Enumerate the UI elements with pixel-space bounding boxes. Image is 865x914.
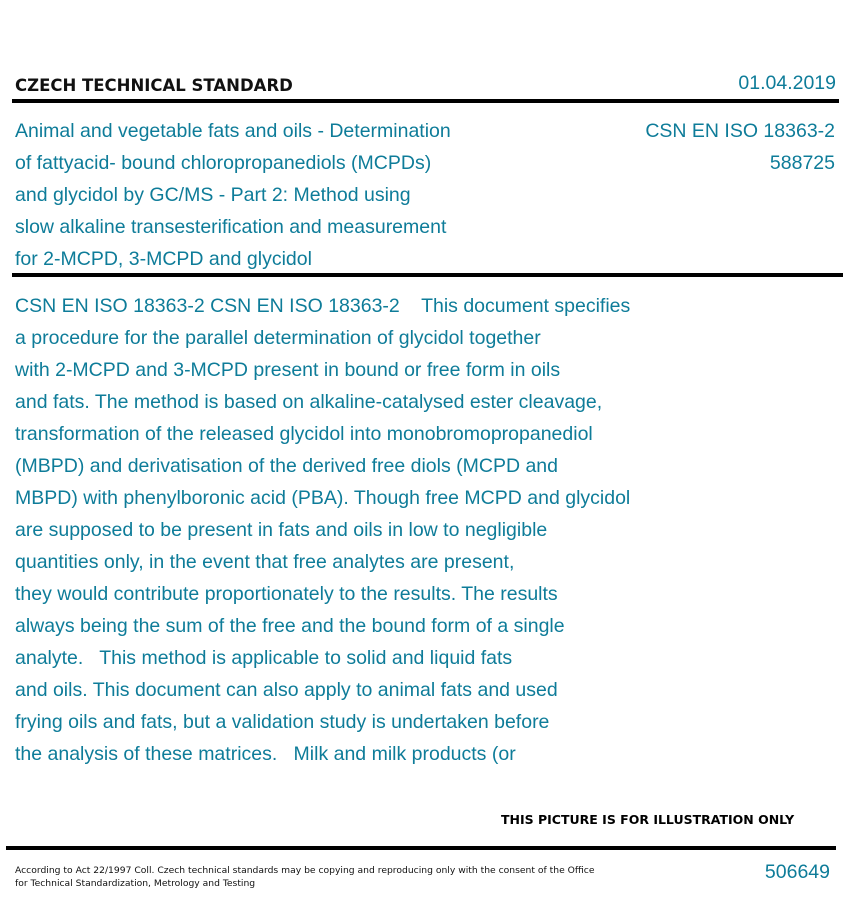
- footer-divider: [6, 846, 836, 850]
- legal-line: for Technical Standardization, Metrology and Testing: [15, 878, 256, 889]
- abstract-text: [15, 290, 715, 770]
- standard-title-line: of fattyacid- bound chloropropanediols (MCPDs): [15, 152, 432, 174]
- abstract-line: they would contribute proportionately to the results. The results: [15, 583, 558, 605]
- standard-title-line: Animal and vegetable fats and oils - Determination: [15, 120, 451, 142]
- abstract-line: with 2-MCPD and 3-MCPD present in bound or free form in oils: [15, 359, 561, 381]
- title-divider: [12, 273, 843, 277]
- abstract-line: quantities only, in the event that free analytes are present,: [15, 551, 515, 573]
- abstract-line: analyte. This method is applicable to solid and liquid fats: [15, 647, 513, 669]
- abstract-line: always being the sum of the free and the bound form of a single: [15, 615, 565, 637]
- standard-title: [15, 115, 535, 275]
- legal-notice: [15, 864, 594, 890]
- publication-date: 01.04.2019: [738, 72, 836, 94]
- abstract-line: CSN EN ISO 18363-2 CSN EN ISO 18363-2 This document specifies: [15, 295, 631, 317]
- abstract-line: are supposed to be present in fats and oils in low to negligible: [15, 519, 548, 541]
- standard-title-line: and glycidol by GC/MS - Part 2: Method using: [15, 184, 411, 206]
- header-divider: [12, 99, 839, 103]
- legal-line: According to Act 22/1997 Coll. Czech technical standards may be copying and reproducing only with the consent of the Office: [15, 865, 595, 876]
- abstract-line: frying oils and fats, but a validation study is undertaken before: [15, 711, 550, 733]
- standard-code: CSN EN ISO 18363-2: [645, 120, 835, 142]
- catalog-number: 588725: [769, 152, 835, 174]
- abstract-line: the analysis of these matrices. Milk and milk products (or: [15, 743, 516, 765]
- standard-type-label: CZECH TECHNICAL STANDARD: [15, 76, 293, 95]
- standard-code-block: [645, 115, 835, 179]
- abstract-line: and fats. The method is based on alkaline-catalysed ester cleavage,: [15, 391, 603, 413]
- abstract-line: and oils. This document can also apply to animal fats and used: [15, 679, 558, 701]
- abstract-line: transformation of the released glycidol into monobromopropanediol: [15, 423, 593, 445]
- abstract-line: a procedure for the parallel determination of glycidol together: [15, 327, 541, 349]
- standard-title-line: for 2-MCPD, 3-MCPD and glycidol: [15, 248, 312, 270]
- document-id: 506649: [764, 861, 830, 883]
- standard-title-line: slow alkaline transesterification and measurement: [15, 216, 447, 238]
- abstract-line: MBPD) with phenylboronic acid (PBA). Though free MCPD and glycidol: [15, 487, 631, 509]
- illustration-notice: THIS PICTURE IS FOR ILLUSTRATION ONLY: [501, 812, 795, 827]
- abstract-line: (MBPD) and derivatisation of the derived free diols (MCPD and: [15, 455, 558, 477]
